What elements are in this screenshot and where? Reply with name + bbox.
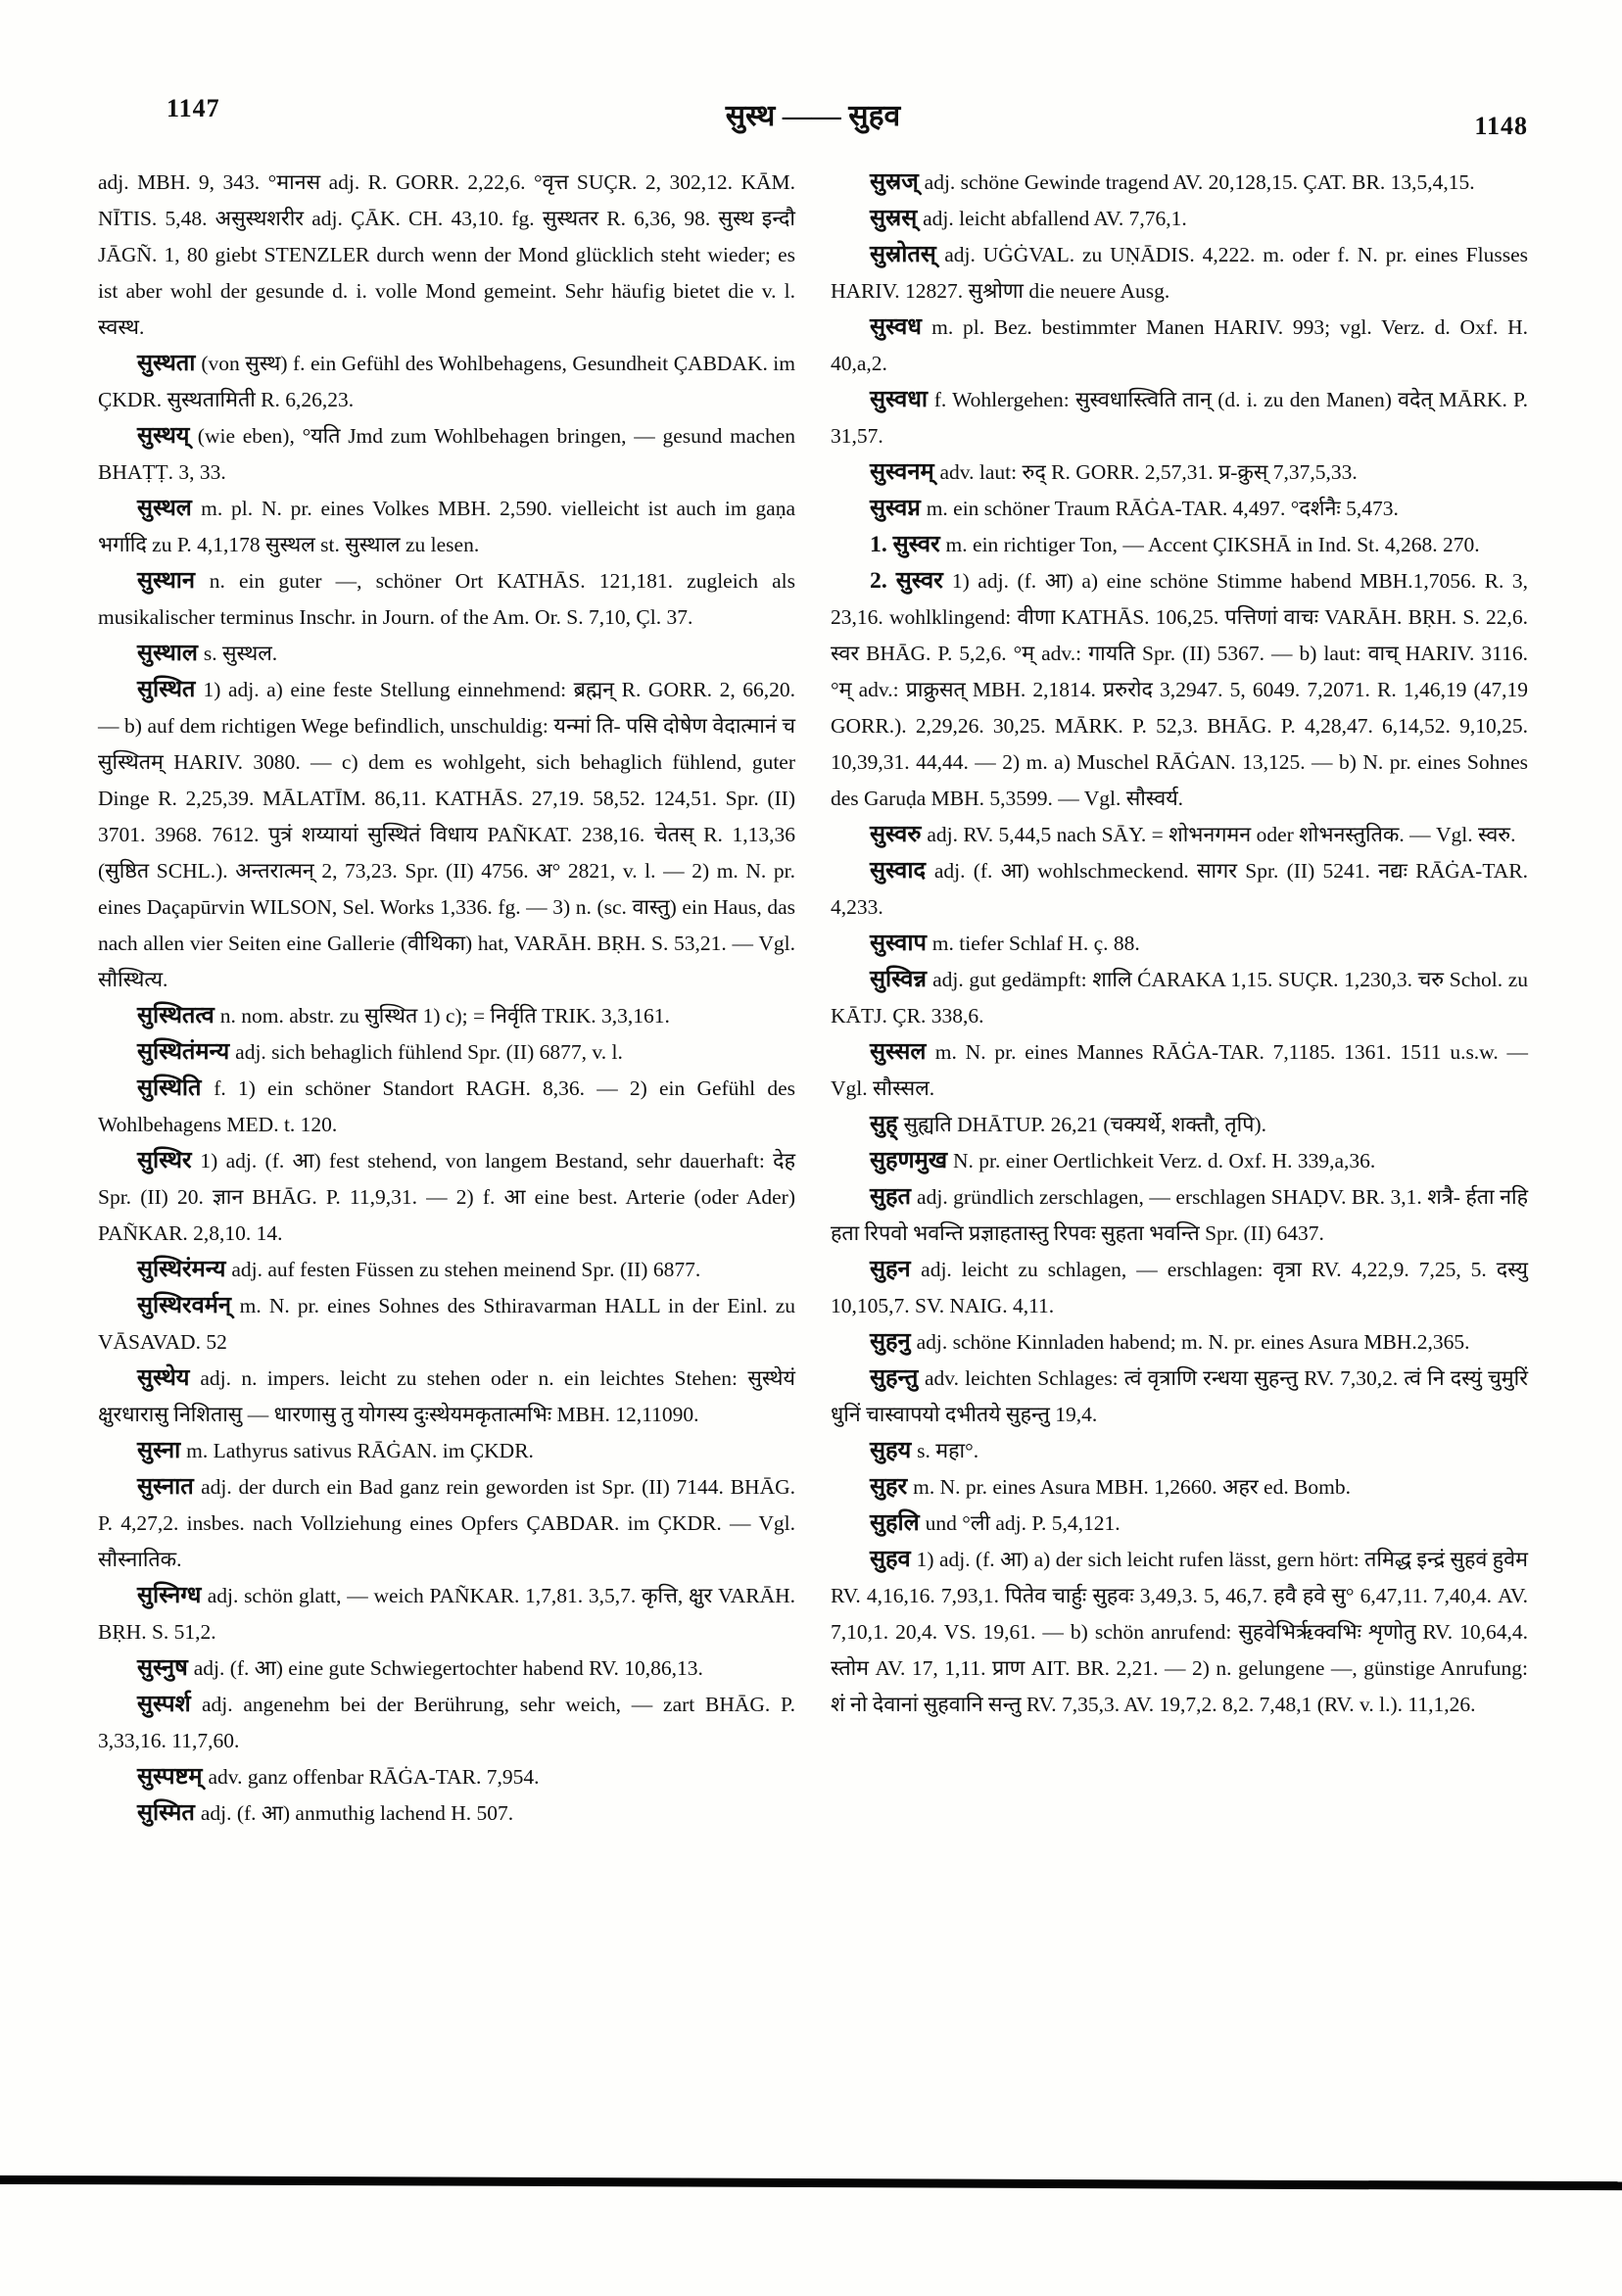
entry-headword: सुहणमुख [870,1148,954,1173]
dictionary-entry: सुस्थल m. pl. N. pr. eines Volkes MBH. 2,590. vielleicht ist auch im gaṇa भर्गादि zu P. 4,1,178 सुस्थल st. सुस्थाल zu lesen. [98,496,795,556]
entry-headword: सुहन्तु [870,1365,925,1391]
dictionary-entry: सुहव 1) adj. (f. आ) a) der sich leicht rufen lässt, gern hört: तमिद्ध इन्द्रं सुहवं हुवेम RV. 4,16,16. 7,93,1. पितेव चार्हुः सुहवः 3,49,3. 5, 46,7. हवै हवे सु° 6,47,11. 7,40,4. AV. 7,10,1. 20,4. VS. 19,61. — b) schön anrufend: सुहवेभिरृक्वभिः शृणोतु RV. 10,64,4. स्तोम AV. 17, 1,11. प्राण AIT. BR. 2,21. — 2) n. gelungene —, günstige Anrufung: शं नो देवानां सुहवानि सन्तु RV. 7,35,3. AV. 19,7,2. 8,2. 7,48,1 (RV. v. l.). 11,1,26. [831,1547,1528,1716]
entry-headword: सुस्थिरंमन्य [137,1257,232,1282]
entry-headword: सुस्थल [137,496,202,521]
entry-headword: सुस्निग्ध [137,1583,208,1608]
dictionary-entry: सुस्पष्टम् adv. ganz offenbar RĀĠA-TAR. 7,954. [137,1764,540,1790]
entry-headword: सुस्थता [137,351,202,376]
entry-headword: सुस्पर्श [137,1692,202,1717]
entry-headword: सुस्रोतस् [870,242,945,267]
dictionary-entry: सुस्नुष adj. (f. आ) eine gute Schwiegertochter habend RV. 10,86,13. [137,1655,703,1681]
entry-headword: सुस्वनम् [870,459,940,485]
scan-artifact-line [0,2176,1622,2190]
entry-headword: सुहनु [870,1329,917,1355]
entry-headword: सुस्नुष [137,1655,194,1681]
entry-headword: सुस्थाल [137,641,204,666]
page-header [98,94,1528,139]
entry-headword: सुहर [870,1474,914,1500]
dictionary-entry: सुस्वप्न m. ein schöner Traum RĀĠA-TAR. 4,497. °दर्शनैः 5,473. [870,496,1399,521]
entry-headword: सुस्वाद [870,858,934,884]
dictionary-entry: सुहनु adj. schöne Kinnladen habend; m. N. pr. eines Asura MBH.2,365. [870,1329,1470,1355]
entry-headword: सुस्नात [137,1474,202,1500]
left-column [98,165,795,1832]
entry-headword: सुहत [870,1184,918,1210]
dictionary-entry: सुस्वरु adj. RV. 5,44,5 nach SĀY. = शोभनगमन oder शोभनस्तुतिक. — Vgl. स्वरु. [870,822,1516,847]
entry-headword: सुस्वरु [870,822,928,847]
entry-headword: सुस्थितंमन्य [137,1039,236,1065]
entry-headword: सुस्थिरवर्मन् [137,1293,240,1318]
dictionary-entry: सुस्पर्श adj. angenehm bei der Berührung, sehr weich, — zart BHĀG. P. 3,33,16. 11,7,60. [98,1692,795,1752]
page-number-left: 1147 [167,94,220,122]
dictionary-entry: सुस्थितत्व n. nom. abstr. zu सुस्थित 1) c); = निर्वृति TRIK. 3,3,161. [137,1003,670,1028]
dictionary-entry: सुस्वाद adj. (f. आ) wohlschmeckend. सागर Spr. (II) 5241. नद्यः RĀĠA-TAR. 4,233. [831,858,1528,919]
dictionary-entry: सुस्वाप m. tiefer Schlaf H. ç. 88. [870,931,1140,956]
dictionary-entry: सुस्थितंमन्य adj. sich behaglich fühlend Spr. (II) 6877, v. l. [137,1039,623,1065]
entry-headword: सुस्मित [137,1800,201,1826]
dictionary-entry: सुहणमुख N. pr. einer Oertlichkeit Verz. d. Oxf. H. 339,a,36. [870,1148,1376,1173]
entry-headword: सुस्वध [870,314,932,340]
entry-headword: 1. सुस्वर [870,532,946,557]
dictionary-entry: सुस्थिर 1) adj. (f. आ) fest stehend, von langem Bestand, sehr dauerhaft: देह Spr. (II) 20. ज्ञान BHĀG. P. 11,9,31. — 2) f. आ eine best. Arterie (oder Ader) PAÑKAR. 2,8,10. 14. [98,1148,795,1245]
dictionary-entry: सुस्थाल s. सुस्थल. [137,641,278,666]
dictionary-entry: सुस्थिरंमन्य adj. auf festen Füssen zu stehen meinend Spr. (II) 6877. [137,1257,701,1282]
entry-headword: सुस्पष्टम् [137,1764,209,1790]
dictionary-entry: सुस्थेय adj. n. impers. leicht zu stehen oder n. ein leichtes Stehen: सुस्थेयं क्षुरधारासु निशितासु — धारणासु तु योगस्य दुःस्थेयमकृतात्मभिः MBH. 12,11090. [98,1365,795,1426]
dictionary-entry: सुस्रस् adj. leicht abfallend AV. 7,76,1. [870,206,1187,231]
entry-headword: सुस्वाप [870,931,932,956]
entry-headword: सुस्वधा [870,387,934,412]
dictionary-entry: सुहन्तु adv. leichten Schlages: त्वं वृत्राणि रन्धया सुहन्तु RV. 7,30,2. त्वं नि दस्युं चुमुरिं धुनिं चास्वापयो दभीतये सुहन्तु 19,4. [831,1365,1528,1426]
entry-headword: सुहव [870,1547,917,1572]
entry-headword: सुस्थिर [137,1148,201,1173]
entry-headword: सुस्सल [870,1039,935,1065]
dictionary-entry: सुस्थता (von सुस्थ) f. ein Gefühl des Wohlbehagens, Gesundheit ÇABDAK. im ÇKDR. सुस्थतामिती R. 6,26,23. [98,351,795,411]
dictionary-entry: सुस्ना m. Lathyrus sativus RĀĠAN. im ÇKDR. [137,1438,534,1463]
entry-headword: सुस्थिति [137,1076,215,1101]
dictionary-entry: adj. MBH. 9, 343. °मानस adj. R. GORR. 2,22,6. °वृत्त SUÇR. 2, 302,12. KĀM. NĪTIS. 5,48. असुस्थशरीर adj. ÇĀK. CH. 43,10. fg. सुस्थतर R. 6,36, 98. सुस्थ इन्दौ JĀGÑ. 1, 80 giebt STENZLER durch wenn der Mond glücklich steht wieder; es ist aber wohl der gesunde d. i. volle Mond gemeint. Sehr häufig bietet die v. l. स्वस्थ. [98,170,795,339]
dictionary-entry: सुस्वधा f. Wohlergehen: सुस्वधास्त्विति तान् (d. i. zu den Manen) वदेत् MĀRK. P. 31,57. [831,387,1528,448]
dictionary-entry: सुस्वध m. pl. Bez. bestimmter Manen HARIV. 993; vgl. Verz. d. Oxf. H. 40,a,2. [831,314,1528,375]
entry-headword: सुस्थय् [137,423,198,449]
dictionary-entry: 2. सुस्वर 1) adj. (f. आ) a) eine schöne Stimme habend MBH.1,7056. R. 3, 23,16. wohlklingend: वीणा KATHĀS. 106,25. पत्तिणां वाचः VARĀH. BṚH. S. 22,6. स्वर BHĀG. P. 5,2,6. °म् adv.: गायति Spr. (II) 5367. — b) laut: वाच् HARIV. 3116. °म् adv.: प्राक्रुसत् MBH. 2,1814. प्ररुरोद 3,2947. 5, 6049. 7,2071. R. 1,46,19 (47,19 GORR.). 2,29,26. 30,25. MĀRK. P. 52,3. BHĀG. P. 4,28,47. 6,14,52. 9,10,25. 10,39,31. 44,44. — 2) m. a) Muschel RĀĠAN. 13,125. — b) N. pr. eines Sohnes des Garuḍa MBH. 5,3599. — Vgl. सौस्वर्य. [831,568,1528,810]
dictionary-entry: सुहय s. महा°. [870,1438,979,1463]
dictionary-entry: सुस्मित adj. (f. आ) anmuthig lachend H. 507. [137,1800,514,1826]
running-head: सुस्थ —— सुहव [725,100,901,132]
dictionary-entry: सुहत adj. gründlich zerschlagen, — erschlagen SHAḌV. BR. 3,1. शत्रै- र्हता नहि हता रिपवो भवन्ति प्रज्ञाहतास्तु रिपवः सुहता भवन्ति Spr. (II) 6437. [831,1184,1528,1245]
text-columns [98,165,1528,1832]
dictionary-entry: 1. सुस्वर m. ein richtiger Ton, — Accent ÇIKSHĀ in Ind. St. 4,268. 270. [870,532,1480,557]
entry-headword: सुहय [870,1438,918,1463]
dictionary-entry: सुस्रोतस् adj. UĠĠVAL. zu UṆĀDIS. 4,222. m. oder f. N. pr. eines Flusses HARIV. 12827. सुश्रोणा die neuere Ausg. [831,242,1528,303]
entry-headword: सुस्वप्न [870,496,927,521]
dictionary-entry: सुस्रज् adj. schöne Gewinde tragend AV. 20,128,15. ÇAT. BR. 13,5,4,15. [870,169,1475,195]
dictionary-entry: सुस्थान n. ein guter —, schöner Ort KATHĀS. 121,181. zugleich als musikalischer terminus Inschr. in Journ. of the Am. Or. S. 7,10, Çl. 37. [98,568,795,629]
entry-headword: सुस्थितत्व [137,1003,220,1028]
dictionary-entry: सुस्थिरवर्मन् m. N. pr. eines Sohnes des Sthiravarman HALL in der Einl. zu VĀSAVAD. 52 [98,1293,795,1354]
dictionary-entry: सुहन adj. leicht zu schlagen, — erschlagen: वृत्रा RV. 4,22,9. 7,25, 5. दस्यु 10,105,7. SV. NAIG. 4,11. [831,1257,1528,1317]
dictionary-entry: सुस्थिति f. 1) ein schöner Standort RAGH. 8,36. — 2) ein Gefühl des Wohlbehagens MED. t. 120. [98,1076,795,1136]
dictionary-entry: सुस्नात adj. der durch ein Bad ganz rein geworden ist Spr. (II) 7144. BHĀG. P. 4,27,2. insbes. nach Vollziehung eines Opfers ÇABDAR. im ÇKDR. — Vgl. सौस्नातिक. [98,1474,796,1571]
entry-headword: 2. सुस्वर [870,568,952,594]
entry-headword: सुहलि [870,1510,926,1536]
entry-headword: सुस्विन्न [870,967,933,992]
entry-headword: सुस्थित [137,677,204,702]
dictionary-entry: सुस्सल m. N. pr. eines Mannes RĀĠA-TAR. 7,1185. 1361. 1511 u.s.w. — Vgl. सौस्सल. [831,1039,1528,1100]
dictionary-entry: सुहलि und °ली adj. P. 5,4,121. [870,1510,1121,1536]
entry-headword: सुस्ना [137,1438,187,1463]
entry-headword: सुहन [870,1257,922,1282]
dictionary-entry: सुस्वनम् adv. laut: रुद् R. GORR. 2,57,31. प्र-क्रुस् 7,37,5,33. [870,459,1358,485]
entry-headword: सुस्थान [137,568,210,594]
dictionary-entry: सुस्थित 1) adj. a) eine feste Stellung einnehmend: ब्रह्मन् R. GORR. 2, 66,20. — b) auf dem richtigen Wege befindlich, unschuldig: यन्मां ति- पसि दोषेण वेदात्मानं च सुस्थितम् HARIV. 3080. — c) dem es wohlgeht, sich behaglich fühlend, guter Dinge R. 2,25,39. MĀLATĪM. 86,11. KATHĀS. 27,19. 58,52. 124,51. Spr. (II) 3701. 3968. 7612. पुत्रं शय्यायां सुस्थितं विधाय PAÑKAT. 238,16. चेतस् R. 1,13,36 (सुष्ठित SCHL.). अन्तरात्मन् 2, 73,23. Spr. (II) 4756. अ° 2821, v. l. — 2) m. N. pr. eines Daçapūrvin WILSON, Sel. Works 1,336. fg. — 3) n. (sc. वास्तु) ein Haus, das nach allen vier Seiten eine Gallerie (वीथिका) hat, VARĀH. BṚH. S. 53,21. — Vgl. सौस्थित्य. [98,677,795,991]
entry-headword: सुस्रज् [870,169,925,195]
entry-headword: सुस्थेय [137,1365,201,1391]
entry-headword: सुह् [870,1112,904,1137]
dictionary-entry: सुस्थय् (wie eben), °यति Jmd zum Wohlbehagen bringen, — gesund machen BHAṬṬ. 3, 33. [98,423,796,484]
page-number-right: 1148 [1474,112,1528,140]
dictionary-entry: सुह् सुह्यति DHĀTUP. 26,21 (चक्यर्थे, शक्तौ, तृपि). [870,1112,1266,1137]
right-column [831,165,1528,1832]
entry-headword: सुस्रस् [870,206,924,231]
dictionary-entry: सुस्निग्ध adj. schön glatt, — weich PAÑKAR. 1,7,81. 3,5,7. कृत्ति, क्षुर VARĀH. BṚH. S. 51,2. [98,1583,795,1644]
dictionary-entry: सुहर m. N. pr. eines Asura MBH. 1,2660. अहर ed. Bomb. [870,1474,1352,1500]
dictionary-entry: सुस्विन्न adj. gut gedämpft: शालि ĆARAKA 1,15. SUÇR. 1,230,3. चरु Schol. zu KĀTJ. ÇR. 338,6. [831,967,1528,1028]
